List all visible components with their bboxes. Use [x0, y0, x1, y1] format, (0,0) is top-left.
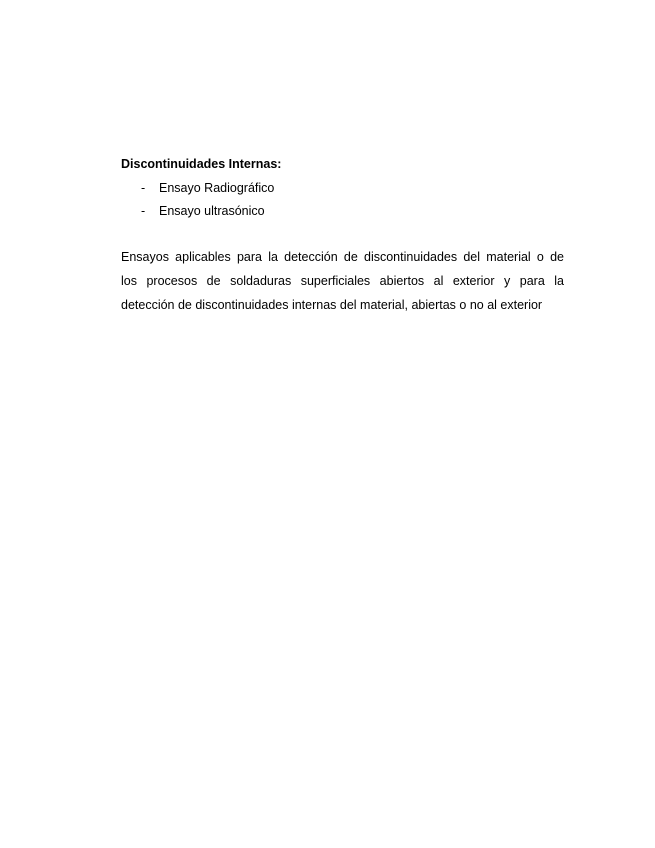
paragraph-line: detección de discontinuidades internas del material, abiertas o no al exterior — [121, 298, 543, 312]
list-bullet: - — [141, 204, 146, 218]
list-item — [121, 177, 564, 200]
list-item-label: Ensayo ultrasónico — [159, 204, 265, 218]
page-content — [121, 155, 564, 317]
list-bullet: - — [141, 181, 146, 195]
list-item — [121, 200, 564, 223]
list-item-label: Ensayo Radiográfico — [159, 181, 275, 195]
section-heading: Discontinuidades Internas: — [121, 157, 282, 171]
paragraph-line: los procesos de soldaduras superficiales abiertos al exterior y para la — [121, 274, 564, 288]
test-list — [121, 177, 564, 223]
body-paragraph — [121, 245, 564, 317]
paragraph-line: Ensayos aplicables para la detección de discontinuidades del material o de — [121, 250, 564, 264]
